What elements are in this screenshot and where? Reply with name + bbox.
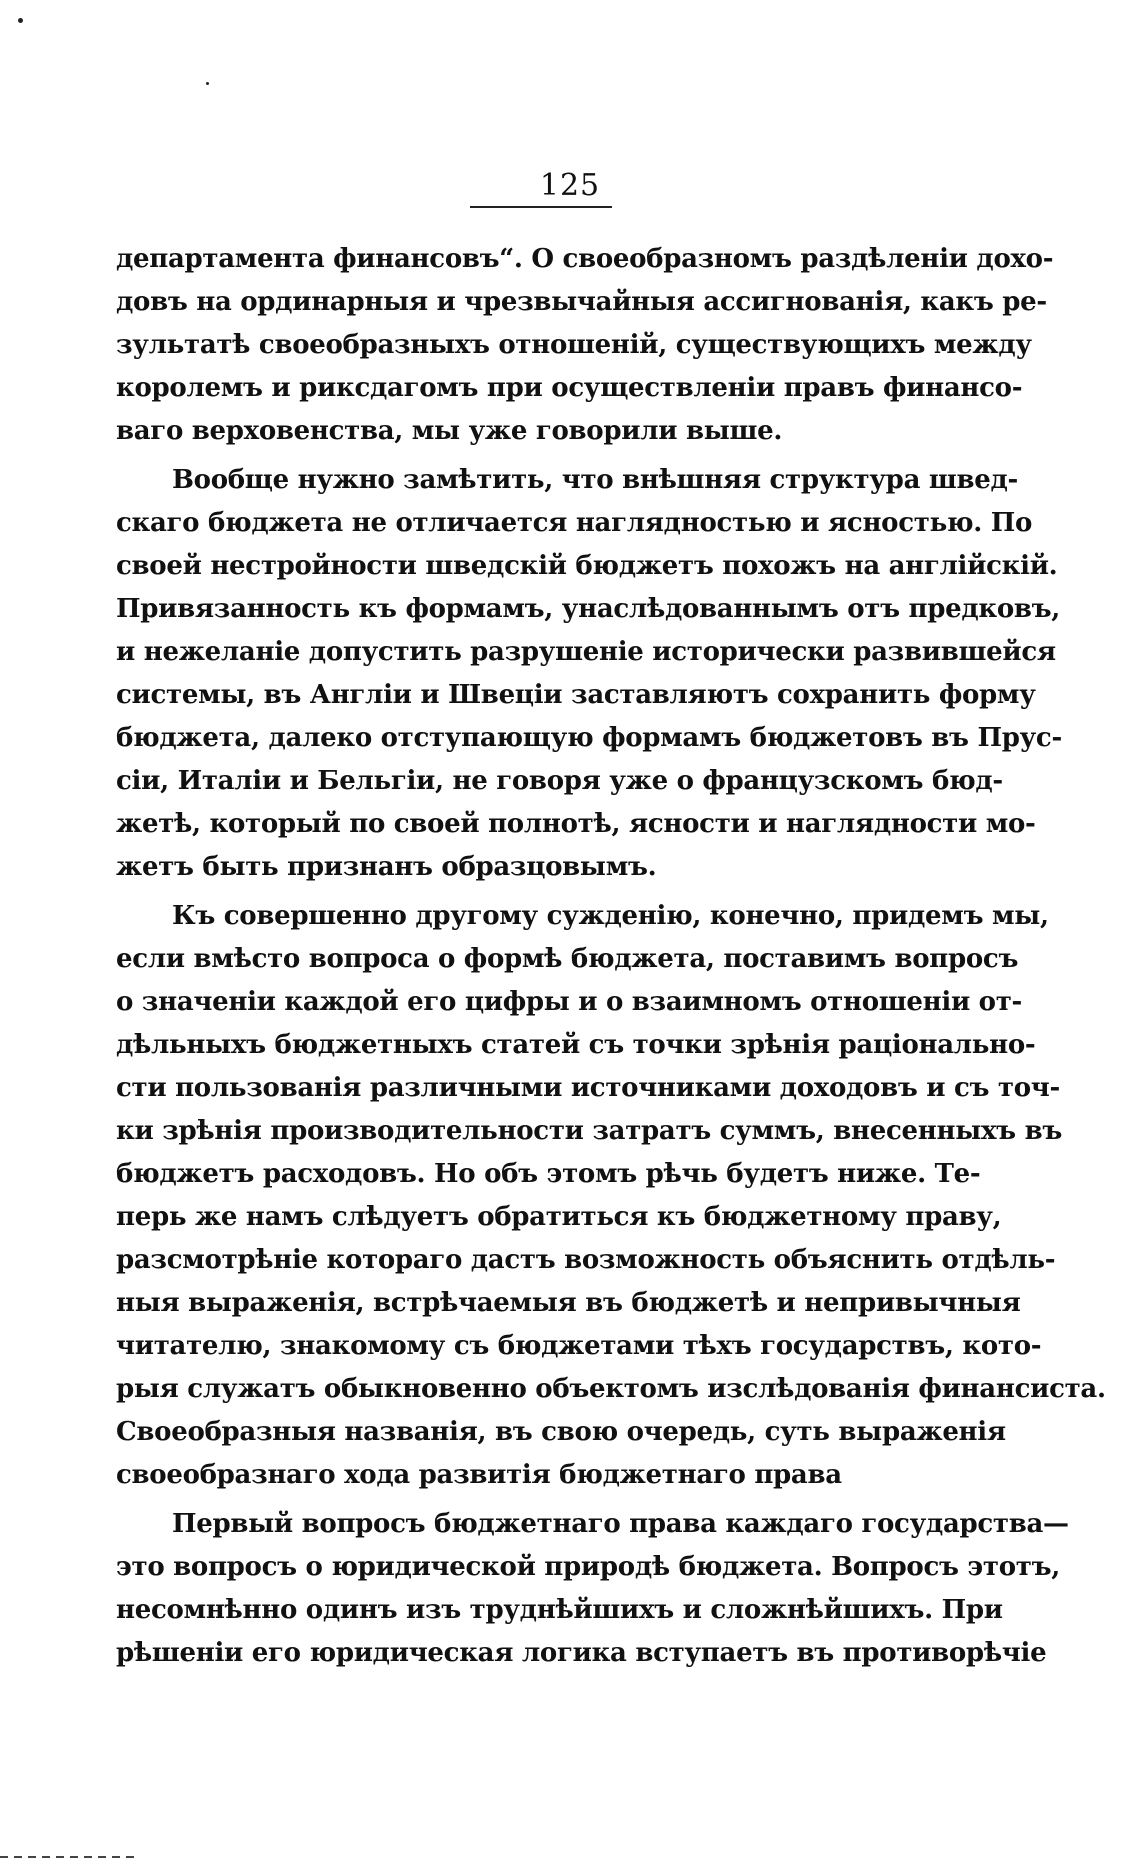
paragraph-4 (116, 1503, 1069, 1675)
text-line: если вмѣсто вопроса о формѣ бюджета, поставимъ вопросъ (116, 944, 1019, 974)
text-line: департамента финансовъ“. О своеобразномъ раздѣленіи дохо- (116, 244, 1054, 274)
text-line: сти пользованія различными источниками доходовъ и съ точ- (116, 1073, 1060, 1103)
text-line: это вопросъ о юридической природѣ бюджета. Вопросъ этотъ, (116, 1552, 1060, 1582)
text-line: жетъ быть признанъ образцовымъ. (116, 852, 657, 882)
text-line: о значеніи каждой его цифры и о взаимномъ отношеніи от- (116, 987, 1023, 1017)
text-line: Вообще нужно замѣтить, что внѣшняя структура швед- (172, 465, 1019, 495)
text-line: перь же намъ слѣдуетъ обратиться къ бюджетному праву, (116, 1202, 1002, 1232)
text-line: бюджетъ расходовъ. Но объ этомъ рѣчь будетъ ниже. Те- (116, 1159, 981, 1189)
text-line: бюджета, далеко отступающую формамъ бюджетовъ въ Прус- (116, 723, 1062, 753)
text-line: зультатѣ своеобразныхъ отношеній, существующихъ между (116, 330, 1032, 360)
text-line: скаго бюджета не отличается наглядностью и ясностью. По (116, 508, 1033, 538)
text-line: системы, въ Англіи и Швеціи заставляютъ сохранить форму (116, 680, 1036, 710)
text-line: королемъ и риксдагомъ при осуществленіи правъ финансо- (116, 373, 1023, 403)
paragraph-3 (116, 895, 1106, 1497)
text-line: Первый вопросъ бюджетнаго права каждаго государства— (172, 1509, 1069, 1539)
text-line: ныя выраженія, встрѣчаемыя въ бюджетѣ и непривычныя (116, 1288, 1021, 1318)
text-line: Привязанность къ формамъ, унаслѣдованнымъ отъ предковъ, (116, 594, 1061, 624)
text-line: сіи, Италіи и Бельгіи, не говоря уже о французскомъ бюд- (116, 766, 1003, 796)
text-line: ваго верховенства, мы уже говорили выше. (116, 416, 783, 446)
paragraph-1 (116, 238, 1054, 453)
text-line: Своеобразныя названія, въ свою очередь, суть выраженія (116, 1417, 1006, 1447)
text-line: жетѣ, который по своей полнотѣ, ясности и наглядности мо- (116, 809, 1036, 839)
paragraph-2 (116, 459, 1062, 889)
page-number: 125 (539, 168, 601, 203)
text-line: рѣшеніи его юридическая логика вступаетъ въ противорѣчіе (116, 1638, 1047, 1668)
text-line: довъ на ординарныя и чрезвычайныя ассигнованія, какъ ре- (116, 287, 1047, 317)
text-line: рыя служатъ обыкновенно объектомъ изслѣдованія финансиста. (116, 1374, 1106, 1404)
text-line: ки зрѣнія производительности затратъ суммъ, внесенныхъ въ (116, 1116, 1062, 1146)
page-edge-mark (0, 1856, 140, 1858)
print-speck (18, 18, 23, 23)
text-line: своеобразнаго хода развитія бюджетнаго права (116, 1460, 842, 1490)
text-line: дѣльныхъ бюджетныхъ статей съ точки зрѣнія раціонально- (116, 1030, 1036, 1060)
text-line: читателю, знакомому съ бюджетами тѣхъ государствъ, кото- (116, 1331, 1042, 1361)
text-line: и нежеланіе допустить разрушеніе исторически развившейся (116, 637, 1056, 667)
text-line: разсмотрѣніе котораго дастъ возможность объяснить отдѣль- (116, 1245, 1056, 1275)
print-speck (206, 82, 209, 85)
text-line: своей нестройности шведскій бюджетъ похожъ на англійскій. (116, 551, 1058, 581)
text-line: несомнѣнно одинъ изъ труднѣйшихъ и сложнѣйшихъ. При (116, 1595, 1003, 1625)
text-line: Къ совершенно другому сужденію, конечно, придемъ мы, (172, 901, 1049, 931)
page-number-rule (470, 206, 612, 208)
body-text (116, 238, 1106, 1675)
